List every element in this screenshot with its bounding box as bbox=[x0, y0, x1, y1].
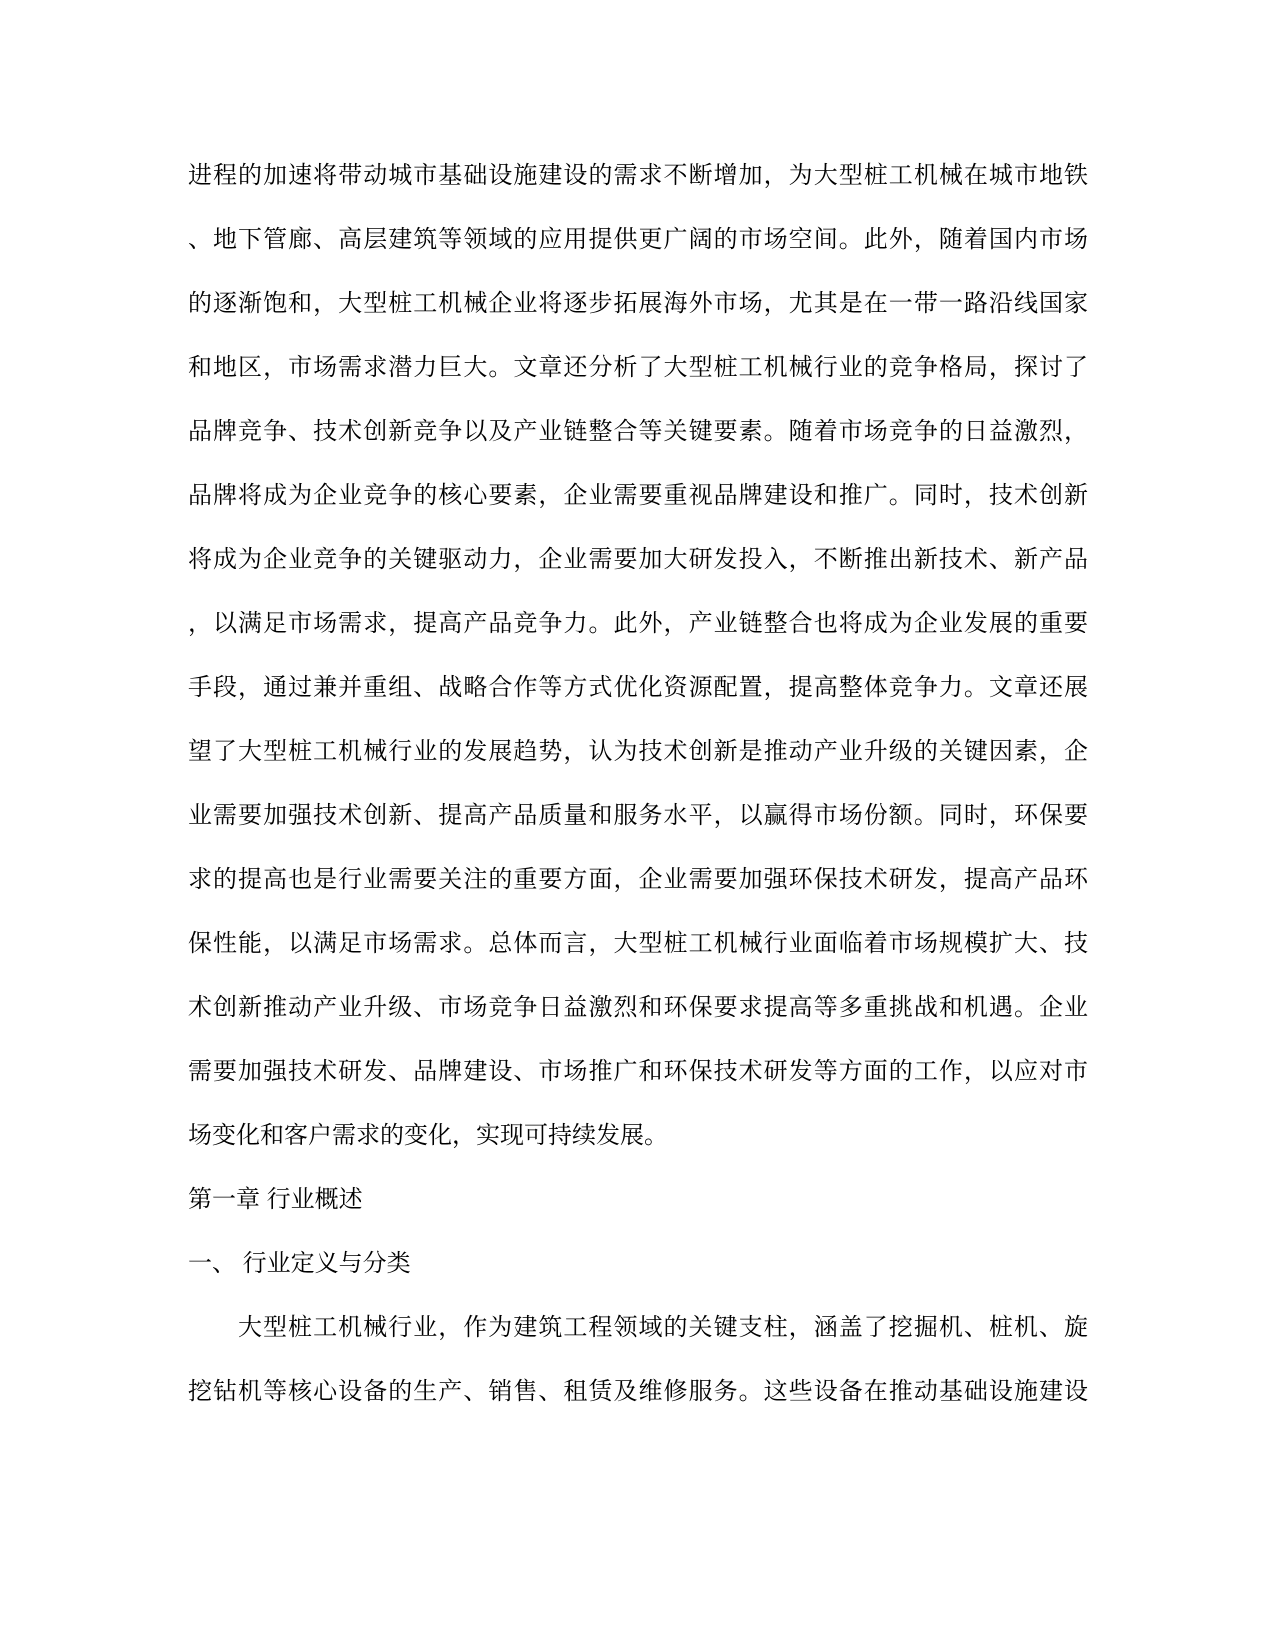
page-text-block bbox=[188, 144, 1088, 1424]
chapter-heading: 第一章 行业概述 bbox=[188, 1186, 363, 1213]
paragraph-line: 求的提高也是行业需要关注的重要方面，企业需要加强环保技术研发，提高产品环 bbox=[188, 866, 1088, 893]
paragraph-line: 望了大型桩工机械行业的发展趋势，认为技术创新是推动产业升级的关键因素，企 bbox=[188, 738, 1088, 765]
paragraph-line: 的逐渐饱和，大型桩工机械企业将逐步拓展海外市场，尤其是在一带一路沿线国家 bbox=[188, 290, 1088, 317]
paragraph-line: 、地下管廊、高层建筑等领域的应用提供更广阔的市场空间。此外，随着国内市场 bbox=[188, 226, 1088, 253]
paragraph-line: 挖钻机等核心设备的生产、销售、租赁及维修服务。这些设备在推动基础设施建设 bbox=[188, 1378, 1088, 1405]
paragraph-line: 将成为企业竞争的关键驱动力，企业需要加大研发投入，不断推出新技术、新产品 bbox=[188, 546, 1088, 573]
paragraph-line: 保性能，以满足市场需求。总体而言，大型桩工机械行业面临着市场规模扩大、技 bbox=[188, 930, 1088, 957]
paragraph-line: 品牌竞争、技术创新竞争以及产业链整合等关键要素。随着市场竞争的日益激烈， bbox=[188, 418, 1088, 445]
section-heading: 一、 行业定义与分类 bbox=[188, 1250, 411, 1277]
paragraph-line: 品牌将成为企业竞争的核心要素，企业需要重视品牌建设和推广。同时，技术创新 bbox=[188, 482, 1088, 509]
paragraph-line: 场变化和客户需求的变化，实现可持续发展。 bbox=[188, 1122, 668, 1149]
paragraph-line: 大型桩工机械行业，作为建筑工程领域的关键支柱，涵盖了挖掘机、桩机、旋 bbox=[238, 1314, 1088, 1341]
paragraph-line: 术创新推动产业升级、市场竞争日益激烈和环保要求提高等多重挑战和机遇。企业 bbox=[188, 994, 1088, 1021]
paragraph-line: 和地区，市场需求潜力巨大。文章还分析了大型桩工机械行业的竞争格局，探讨了 bbox=[188, 354, 1088, 381]
paragraph-line: ，以满足市场需求，提高产品竞争力。此外，产业链整合也将成为企业发展的重要 bbox=[188, 610, 1088, 637]
paragraph-line: 进程的加速将带动城市基础设施建设的需求不断增加，为大型桩工机械在城市地铁 bbox=[188, 162, 1088, 189]
paragraph-line: 业需要加强技术创新、提高产品质量和服务水平，以赢得市场份额。同时，环保要 bbox=[188, 802, 1088, 829]
paragraph-line: 需要加强技术研发、品牌建设、市场推广和环保技术研发等方面的工作，以应对市 bbox=[188, 1058, 1088, 1085]
paragraph-line: 手段，通过兼并重组、战略合作等方式优化资源配置，提高整体竞争力。文章还展 bbox=[188, 674, 1088, 701]
